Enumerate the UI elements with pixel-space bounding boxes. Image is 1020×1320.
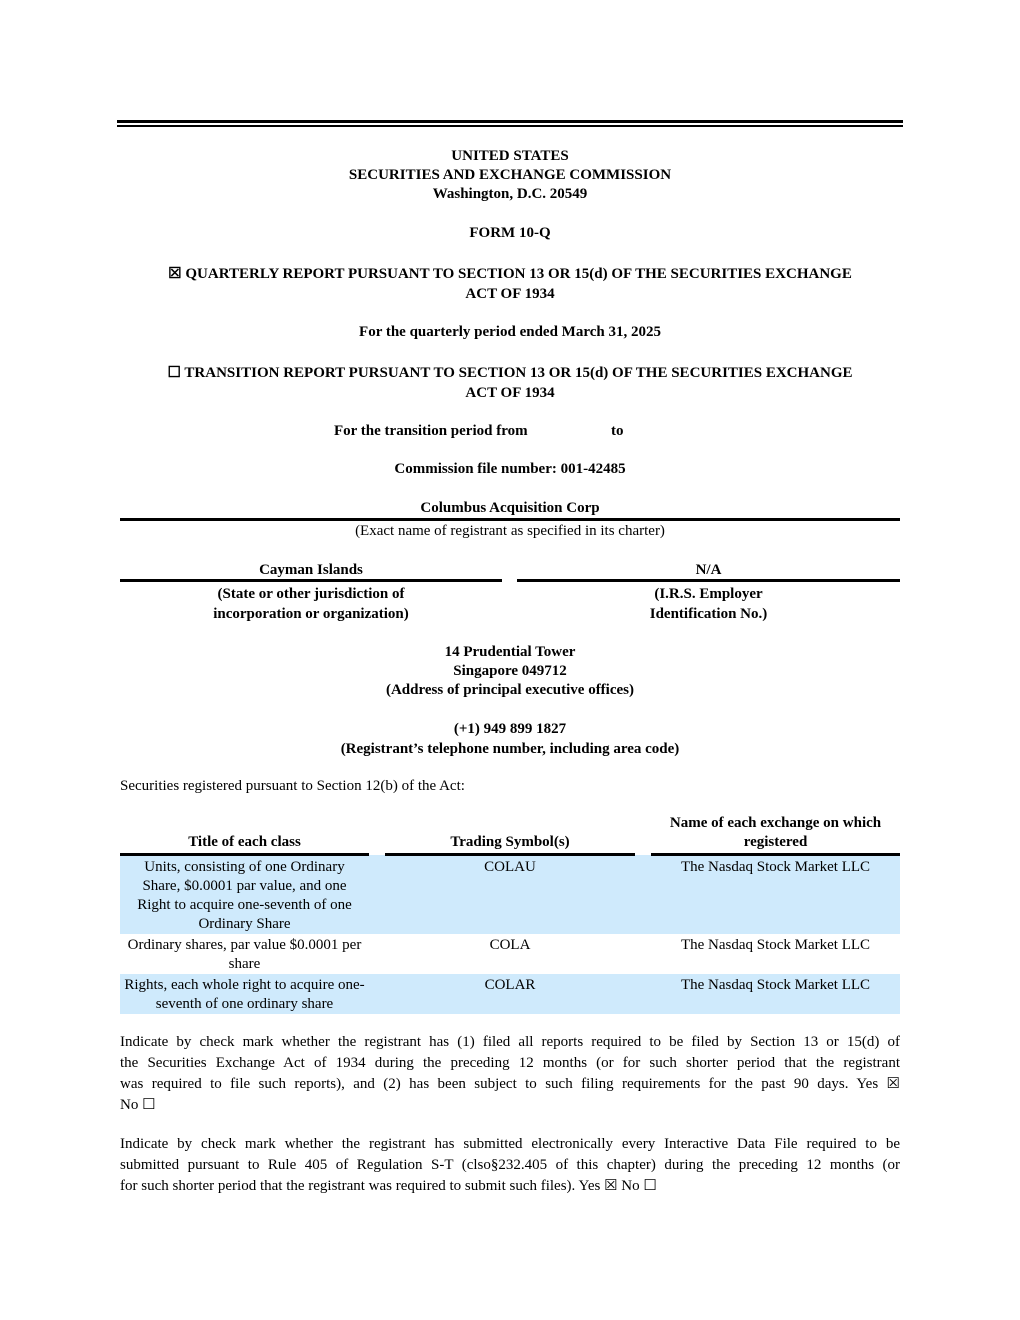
top-rule-thick	[117, 120, 903, 123]
securities-table-header	[120, 814, 900, 855]
phone-number: (+1) 949 899 1827	[453, 721, 567, 737]
header-exchange-name: Name of each exchange on which registered	[651, 814, 900, 855]
agency-header	[120, 147, 900, 204]
table-row	[120, 934, 900, 974]
table-row	[120, 855, 900, 935]
header-line-3: Washington, D.C. 20549	[432, 186, 588, 202]
irs-employer-id: N/A	[695, 562, 722, 578]
exchange-name: The Nasdaq Stock Market LLC	[651, 974, 900, 1014]
registrant-name: Columbus Acquisition Corp	[420, 500, 600, 516]
address-caption: (Address of principal executive offices)	[385, 682, 634, 698]
commission-file-number: Commission file number: 001-42485	[394, 461, 626, 477]
transition-checkbox: ☐	[167, 365, 181, 381]
header-line-2: SECURITIES AND EXCHANGE COMMISSION	[348, 167, 672, 183]
transition-report-heading	[120, 363, 900, 403]
transition-period-from: For the transition period from	[334, 423, 528, 439]
security-title: Units, consisting of one Ordinary Share, $0.0001 par value, and one Right to acquire one-seventh of one Ordinary Share	[120, 855, 369, 935]
security-title: Rights, each whole right to acquire one-seventh of one ordinary share	[120, 974, 369, 1014]
state-rule	[120, 579, 502, 582]
securities-intro: Securities registered pursuant to Section 12(b) of the Act:	[120, 778, 465, 794]
trading-symbol: COLA	[489, 937, 531, 953]
registrant-name-caption: (Exact name of registrant as specified in its charter)	[355, 523, 665, 539]
registrant-name-rule	[120, 518, 900, 521]
exchange-name: The Nasdaq Stock Market LLC	[651, 855, 900, 935]
interactive-data-paragraph: Indicate by check mark whether the registrant has submitted electronically every Interactive Data File required to be submitted pursuant to Rule 405 of Regulation S-T (clso§232.405 of this chapter) during the preceding 12 months (or for such shorter period that the registrant was required to submit such files). Yes ☒ No ☐	[120, 1136, 900, 1194]
quarterly-line-2: ACT OF 1934	[465, 286, 555, 302]
state-of-incorporation: Cayman Islands	[259, 562, 363, 578]
registrant-telephone	[120, 719, 900, 759]
irs-rule	[517, 579, 900, 582]
top-rule-thin	[117, 125, 903, 127]
table-row	[120, 974, 900, 1014]
form-title: FORM 10-Q	[469, 225, 551, 241]
transition-line-2: ACT OF 1934	[465, 385, 555, 401]
quarterly-checkbox: ☒	[168, 266, 182, 282]
securities-table	[120, 814, 900, 1014]
quarterly-report-heading	[120, 264, 900, 304]
trading-symbol: COLAU	[385, 855, 635, 935]
transition-period-to: to	[611, 423, 624, 439]
quarterly-period: For the quarterly period ended March 31, 2025	[359, 324, 661, 340]
principal-office-address	[120, 643, 900, 700]
quarterly-line-1: QUARTERLY REPORT PURSUANT TO SECTION 13 OR 15(d) OF THE SECURITIES EXCHANGE	[185, 266, 852, 282]
irs-caption: (I.R.S. Employer Identification No.)	[649, 586, 768, 622]
state-caption: (State or other jurisdiction of incorporation or organization)	[213, 586, 409, 622]
security-title: Ordinary shares, par value $0.0001 per share	[127, 937, 362, 972]
transition-line-1: TRANSITION REPORT PURSUANT TO SECTION 13 OR 15(d) OF THE SECURITIES EXCHANGE	[184, 365, 853, 381]
filing-requirements-paragraph: Indicate by check mark whether the registrant has (1) filed all reports required to be filed by Section 13 or 15(d) of the Securities Exchange Act of 1934 during the preceding 12 months (or for such shorter period that the registrant was required to file such reports), and (2) has been subject to such filing requirements for the past 90 days. Yes ☒ No ☐	[120, 1034, 900, 1113]
header-line-1: UNITED STATES	[451, 148, 569, 164]
header-title-of-class: Title of each class	[120, 814, 369, 855]
address-line-2: Singapore 049712	[453, 663, 567, 679]
header-trading-symbol: Trading Symbol(s)	[385, 814, 635, 855]
trading-symbol: COLAR	[385, 974, 635, 1014]
address-line-1: 14 Prudential Tower	[444, 644, 576, 660]
phone-caption: (Registrant’s telephone number, including area code)	[340, 741, 680, 757]
exchange-name: The Nasdaq Stock Market LLC	[680, 937, 871, 953]
